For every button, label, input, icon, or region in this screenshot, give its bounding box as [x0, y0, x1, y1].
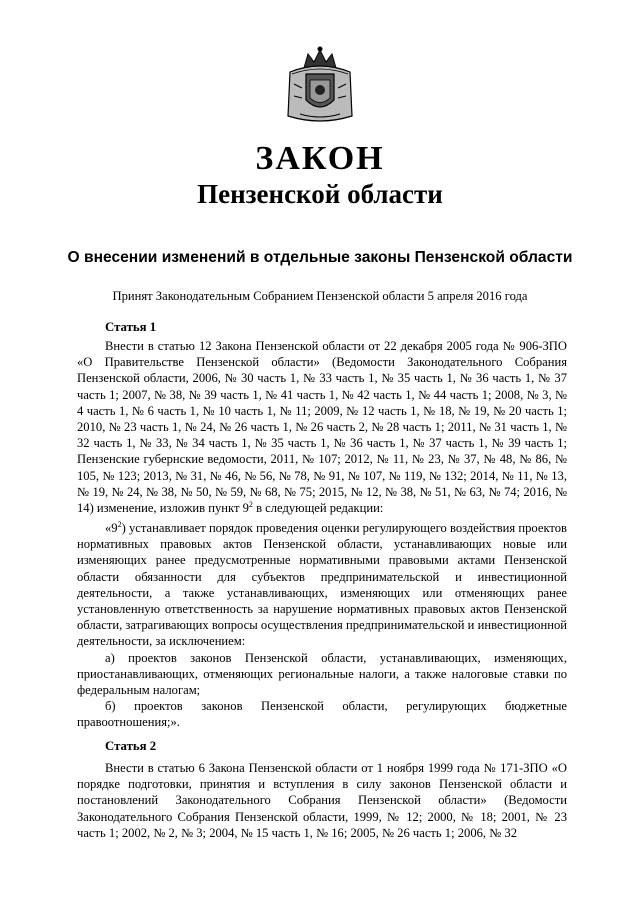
- quote-superscript: 2: [117, 519, 122, 529]
- quote-paragraph: [77, 520, 567, 650]
- article-2-body: [77, 760, 567, 841]
- article-1-quote: [77, 520, 567, 731]
- article-2-title: Статья 2: [105, 739, 157, 753]
- quote-item-b: б) проектов законов Пензенской области, регулирующих бюджетные правоотношения;».: [77, 699, 567, 730]
- adoption-line: Принят Законодательным Собранием Пензенской области 5 апреля 2016 года: [112, 289, 528, 303]
- quote-item-a: а) проектов законов Пензенской области, устанавливающих, изменяющих, приостанавливающих, отменяющих региональные налоги, а также налоговые ставки по федеральным налогам;: [77, 650, 567, 698]
- article-1-text: Внести в статью 12 Закона Пензенской области от 22 декабря 2005 года № 906-ЗПО «О Правительстве Пензенской области» (Ведомости Законодательного Собрания Пензенской области, 2006, № 30 часть 1, № 33 часть 1, № 35 часть 1, № 36 часть 1, № 37 часть 1; 2007, № 38, № 39 часть 1, № 41 часть 1, № 42 часть 1, № 44 часть 1; 2008, № 3, № 4 часть 1, № 6 часть 1, № 10 часть 1, № 11; 2009, № 12 часть 1, № 18, № 19, № 20 часть 1; 2010, № 23 часть 1, № 24, № 26 часть 1, № 26 часть 2, № 28 часть 1; 2011, № 31 часть 1, № 32 часть 1, № 33, № 34 часть 1, № 35 часть 1, № 36 часть 1, № 37 часть 1, № 39 часть 1; Пензенские губернские ведомости, 2011, № 107; 2012, № 11, № 23, № 37, № 48, № 86, № 105, № 123; 2013, № 31, № 46, № 56, № 78, № 91, № 107, № 119, № 132; 2014, № 11, № 13, № 19, № 24, № 38, № 50, № 59, № 68, № 75; 2015, № 12, № 38, № 51, № 63, № 74; 2016, № 14) изменение, изложив пункт 9: [77, 339, 567, 516]
- article-2-paragraph: Внести в статью 6 Закона Пензенской области от 1 ноября 1999 года № 171-ЗПО «О порядке подготовки, принятия и вступления в силу законов Пензенской области и постановлений Законодательного Собрания Пензенской области» (Ведомости Законодательного Собрания Пензенской области, 1999, № 12; 2000, № 18; 2001, № 23 часть 1; 2002, № 2, № 3; 2004, № 15 часть 1, № 16; 2005, № 26 часть 1; 2006, № 32: [77, 761, 567, 840]
- region-subtitle: Пензенской области: [197, 179, 443, 209]
- quote-main-text: ) устанавливает порядок проведения оценки регулирующего воздействия проектов нормативных правовых актов Пензенской области, устанавливающих новые или изменяющих ранее предусмотренные нормативными правовыми актами Пензенской области обязанности для субъектов предпринимательской и инвестиционной деятельности, а также устанавливающих, изменяющих или отменяющих ранее установленную ответственность за нарушение нормативных правовых актов Пензенской области, затрагивающих вопросы осуществления предпринимательской и инвестиционной деятельности, за исключением:: [77, 521, 567, 649]
- superscript: 2: [248, 499, 253, 509]
- article-1-body: [77, 338, 567, 516]
- law-heading: О внесении изменений в отдельные законы Пензенской области: [67, 249, 573, 266]
- article-1-text-end: в следующей редакции:: [252, 501, 384, 516]
- law-title: ЗАКОН: [255, 140, 385, 177]
- article-1-paragraph: [77, 338, 567, 516]
- coat-of-arms-emblem: [284, 44, 356, 124]
- article-1-title: Статья 1: [105, 320, 157, 334]
- quote-open: «9: [105, 521, 118, 535]
